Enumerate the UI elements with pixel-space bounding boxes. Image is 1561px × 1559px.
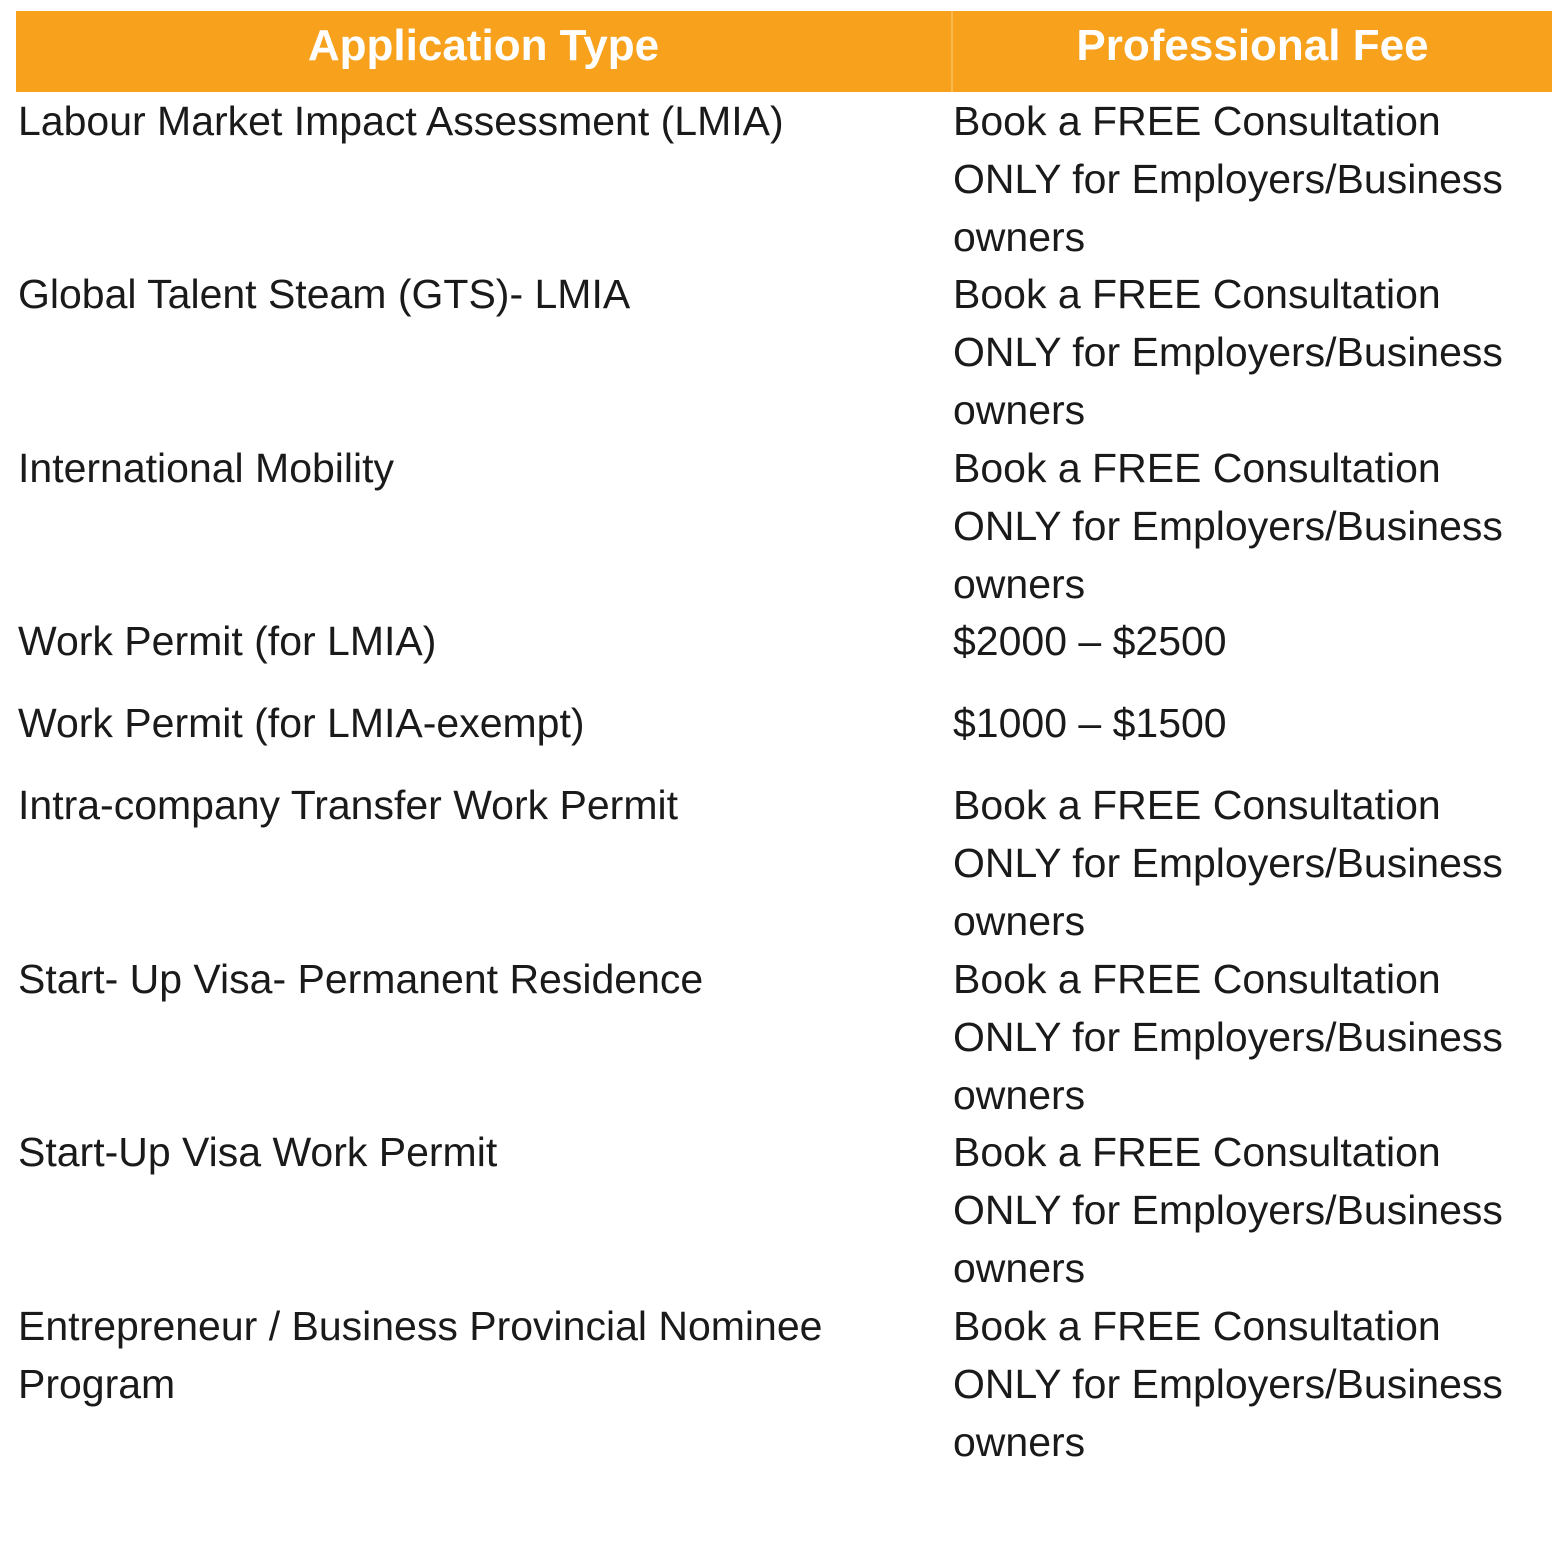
professional-fee-cell: [953, 1123, 1552, 1297]
table-row: [16, 612, 1552, 694]
cell-text: Start-Up Visa Work Permit: [18, 1129, 498, 1175]
professional-fee-cell: [953, 265, 1552, 439]
cell-text: $1000 – $1500: [953, 700, 1227, 746]
application-type-cell: [16, 92, 953, 265]
application-type-cell: [16, 776, 953, 950]
cell-text: owners: [953, 561, 1086, 607]
cell-text: ONLY for Employers/Business: [953, 156, 1503, 202]
cell-text: ONLY for Employers/Business: [953, 329, 1503, 375]
application-type-cell: [16, 1297, 953, 1471]
table-row: [16, 92, 1552, 265]
cell-text: owners: [953, 1245, 1086, 1291]
professional-fee-cell: [953, 92, 1552, 265]
application-type-cell: [16, 950, 953, 1123]
cell-text: ONLY for Employers/Business: [953, 1187, 1503, 1233]
cell-text: owners: [953, 1419, 1086, 1465]
cell-text: owners: [953, 387, 1086, 433]
cell-text: ONLY for Employers/Business: [953, 1361, 1503, 1407]
table-row: [16, 776, 1552, 950]
fee-table: [16, 11, 1552, 1471]
table-row: [16, 950, 1552, 1123]
application-type-cell: [16, 612, 953, 694]
cell-text: Book a FREE Consultation: [953, 271, 1441, 317]
professional-fee-cell: [953, 694, 1552, 776]
cell-text: owners: [953, 214, 1086, 260]
application-type-cell: [16, 439, 953, 612]
cell-text: Book a FREE Consultation: [953, 1303, 1441, 1349]
table-row: [16, 439, 1552, 612]
application-type-cell: [16, 265, 953, 439]
professional-fee-cell: [953, 776, 1552, 950]
professional-fee-cell: [953, 612, 1552, 694]
cell-text: Labour Market Impact Assessment (LMIA): [18, 98, 784, 144]
professional-fee-cell: [953, 439, 1552, 612]
professional-fee-cell: [953, 1297, 1552, 1471]
application-type-cell: [16, 694, 953, 776]
table-header: [16, 11, 1552, 92]
table-row: [16, 1123, 1552, 1297]
cell-text: Program: [18, 1361, 176, 1407]
cell-text: Entrepreneur / Business Provincial Nominee: [18, 1303, 823, 1349]
header-professional-fee: Professional Fee: [953, 11, 1552, 92]
header-application-type: Application Type: [16, 11, 953, 92]
table-row: [16, 1297, 1552, 1471]
cell-text: Book a FREE Consultation: [953, 782, 1441, 828]
cell-text: ONLY for Employers/Business: [953, 840, 1503, 886]
cell-text: Book a FREE Consultation: [953, 98, 1441, 144]
cell-text: Start- Up Visa- Permanent Residence: [18, 956, 704, 1002]
cell-text: Global Talent Steam (GTS)- LMIA: [18, 271, 631, 317]
cell-text: owners: [953, 898, 1086, 944]
cell-text: Book a FREE Consultation: [953, 445, 1441, 491]
cell-text: ONLY for Employers/Business: [953, 1014, 1503, 1060]
cell-text: owners: [953, 1072, 1086, 1118]
table-row: [16, 265, 1552, 439]
table-row: [16, 694, 1552, 776]
cell-text: ONLY for Employers/Business: [953, 503, 1503, 549]
cell-text: Work Permit (for LMIA-exempt): [18, 700, 585, 746]
cell-text: International Mobility: [18, 445, 395, 491]
cell-text: Book a FREE Consultation: [953, 1129, 1441, 1175]
cell-text: Work Permit (for LMIA): [18, 618, 437, 664]
application-type-cell: [16, 1123, 953, 1297]
cell-text: Book a FREE Consultation: [953, 956, 1441, 1002]
professional-fee-cell: [953, 950, 1552, 1123]
cell-text: $2000 – $2500: [953, 618, 1227, 664]
cell-text: Intra-company Transfer Work Permit: [18, 782, 678, 828]
